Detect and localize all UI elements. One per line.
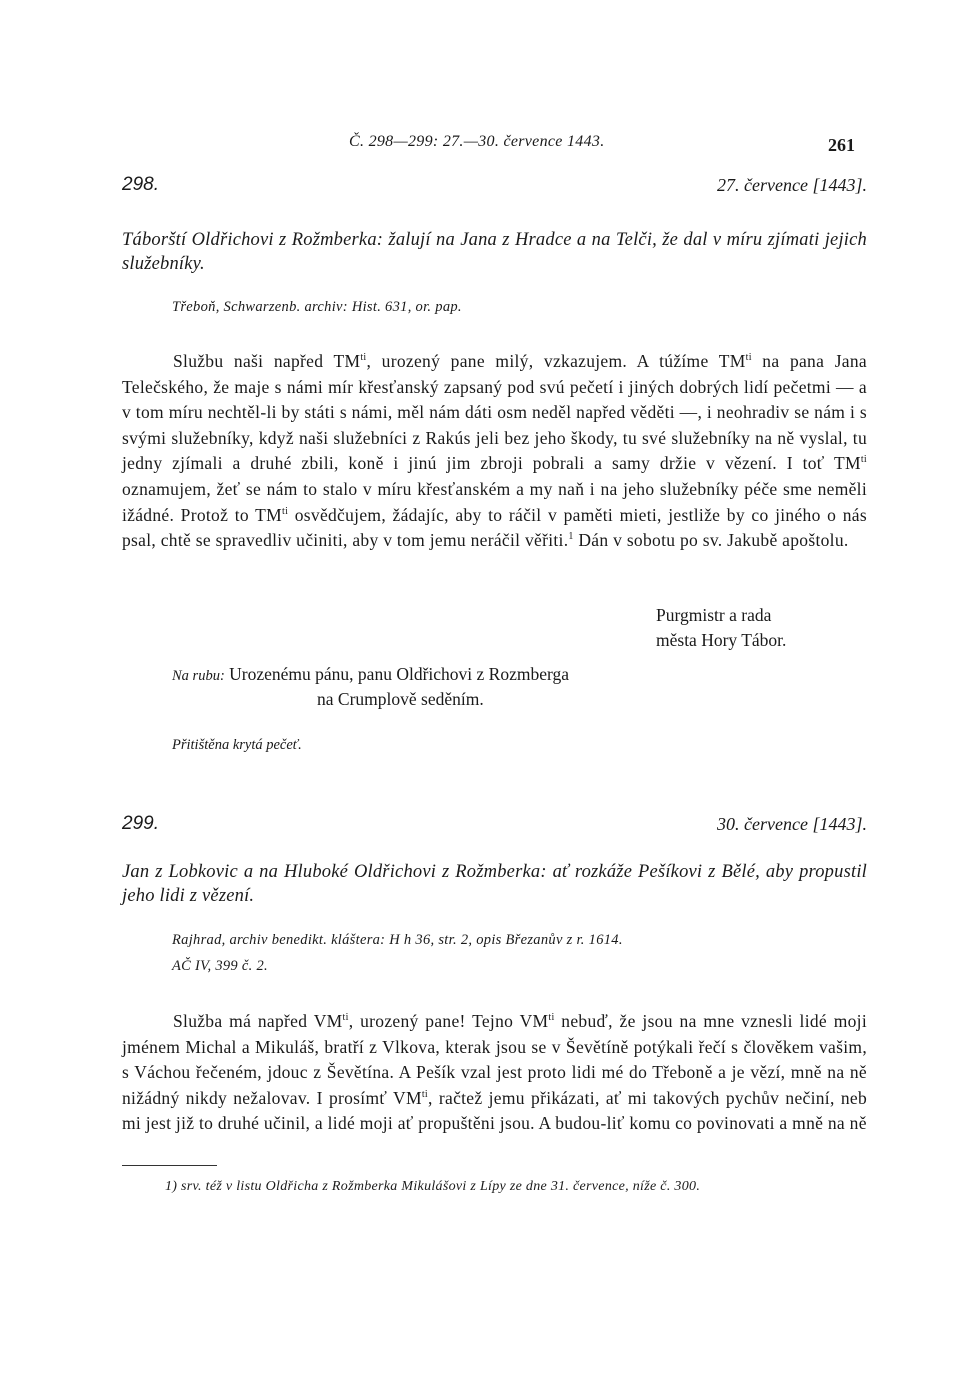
body-text-298 xyxy=(122,349,867,554)
superscript: ti xyxy=(360,352,367,363)
document-number-298: 298. xyxy=(122,174,159,195)
running-head xyxy=(0,133,960,157)
rubric-line-2: na Crumplově seděním. xyxy=(317,689,484,709)
rubric-block xyxy=(172,662,569,689)
source-299-line-2: AČ IV, 399 č. 2. xyxy=(172,958,268,974)
text-run: osvědčujem, žádajíc, aby to ráčil v paměti mieti, jestliže by co jiného o nás psal, chtě se spravedliv učiniti, aby v tom jemu neráčil věřiti. xyxy=(122,504,867,551)
text-run: Službu naši napřed TM xyxy=(173,351,361,371)
text-run: , račtež jemu přikázati, ať mi takových pychův nečiní, neb mi jest již to druhé učinil, a lidé moji ať propuštěni jsou. A budou-liť komu co povinovati a mně na ně xyxy=(122,1087,867,1134)
signature-block xyxy=(656,603,786,653)
document-date-299: 30. července [1443]. xyxy=(717,814,867,834)
text-run: Služba má napřed VM xyxy=(173,1011,343,1031)
superscript: ti xyxy=(282,505,289,517)
body-text-299 xyxy=(122,1009,867,1137)
text-run: , urozený pane milý, vzkazujem. A túžíme TM xyxy=(366,351,746,371)
seal-note: Přitištěna krytá pečeť. xyxy=(172,737,302,753)
source-299-line-1: Rajhrad, archiv benedikt. kláštera: H h 36, str. 2, opis Březanův z r. 1614. xyxy=(172,932,623,948)
document-date-298: 27. července [1443]. xyxy=(717,175,867,195)
footnote-marker: 1 xyxy=(568,531,574,543)
paragraph xyxy=(122,349,867,554)
text-run: oznamujem, žeť se nám to stalo v míru křesťanském a my naň i na jeho služebníky péče sme neměli ižádné. Protož to TM xyxy=(122,478,867,525)
source-298: Třeboň, Schwarzenb. archiv: Hist. 631, or. pap. xyxy=(172,299,462,315)
rubric-label: Na rubu: xyxy=(172,668,225,684)
document-number-299: 299. xyxy=(122,813,159,834)
text-run: Dán v sobotu po sv. Jakubě apoštolu. xyxy=(573,530,849,551)
signature-line-1: Purgmistr a rada xyxy=(656,605,772,625)
rubric-line-1: Urozenému pánu, panu Oldřichovi z Rozmberga xyxy=(229,664,570,684)
superscript: ti xyxy=(745,352,752,363)
text-run: na pana Jana Telečského, že maje s námi mír křesťanský zapsaný pod svú pečetí i jiných dobrých lidí pečetmi — a v tom míru nechtěl-li by státi s námi, měl nám dáti osm neděl napřed věděti —, i neohradiv se nám i s svými služebníky, když naši služebníci z Rakús jeli bez jeho škody, tu své služebníky na ně vyslal, tu jedny zjímali a druhé zbili, koně i jinú jim zbroji pobrali a samy držie v vězení. I toť TM xyxy=(122,351,867,474)
text-run: , urozený pane! Tejno VM xyxy=(348,1011,549,1031)
footnote-divider xyxy=(122,1165,217,1166)
running-head-title: Č. 298—299: 27.—30. července 1443. xyxy=(349,133,605,150)
superscript: ti xyxy=(342,1012,349,1023)
signature-line-2: města Hory Tábor. xyxy=(656,630,787,650)
superscript: ti xyxy=(421,1088,428,1100)
regest-298: Táborští Oldřichovi z Rožmberka: žalují na Jana z Hradce a na Telči, že dal v míru zjímati jejich služebníky. xyxy=(122,230,867,274)
superscript: ti xyxy=(548,1012,555,1023)
footnote: 1) srv. též v listu Oldřicha z Rožmberka Mikulášovi z Lípy ze dne 31. července, níže č. 300. xyxy=(165,1179,701,1194)
superscript: ti xyxy=(860,454,867,466)
paragraph xyxy=(122,1009,867,1137)
regest-299: Jan z Lobkovic a na Hluboké Oldřichovi z Rožmberka: ať rozkáže Pešíkovi z Bělé, aby propustil jeho lidi z vězení. xyxy=(122,862,867,906)
text-run: nebuď, že jsou na mne vznesli lidé moji jménem Michal a Mikuláš, bratří z Vlkova, kterak jsou se v Ševětíně potýkali řečí s člověkem vašim, s Váchou řečeném, jdouc z Ševětína. A Pešík vzal jest proto lidi mé do Třeboně a je vězí, mně na ně nižádný nikdy nežalovav. I prosímť VM xyxy=(122,1011,867,1108)
page-number: 261 xyxy=(828,135,855,155)
